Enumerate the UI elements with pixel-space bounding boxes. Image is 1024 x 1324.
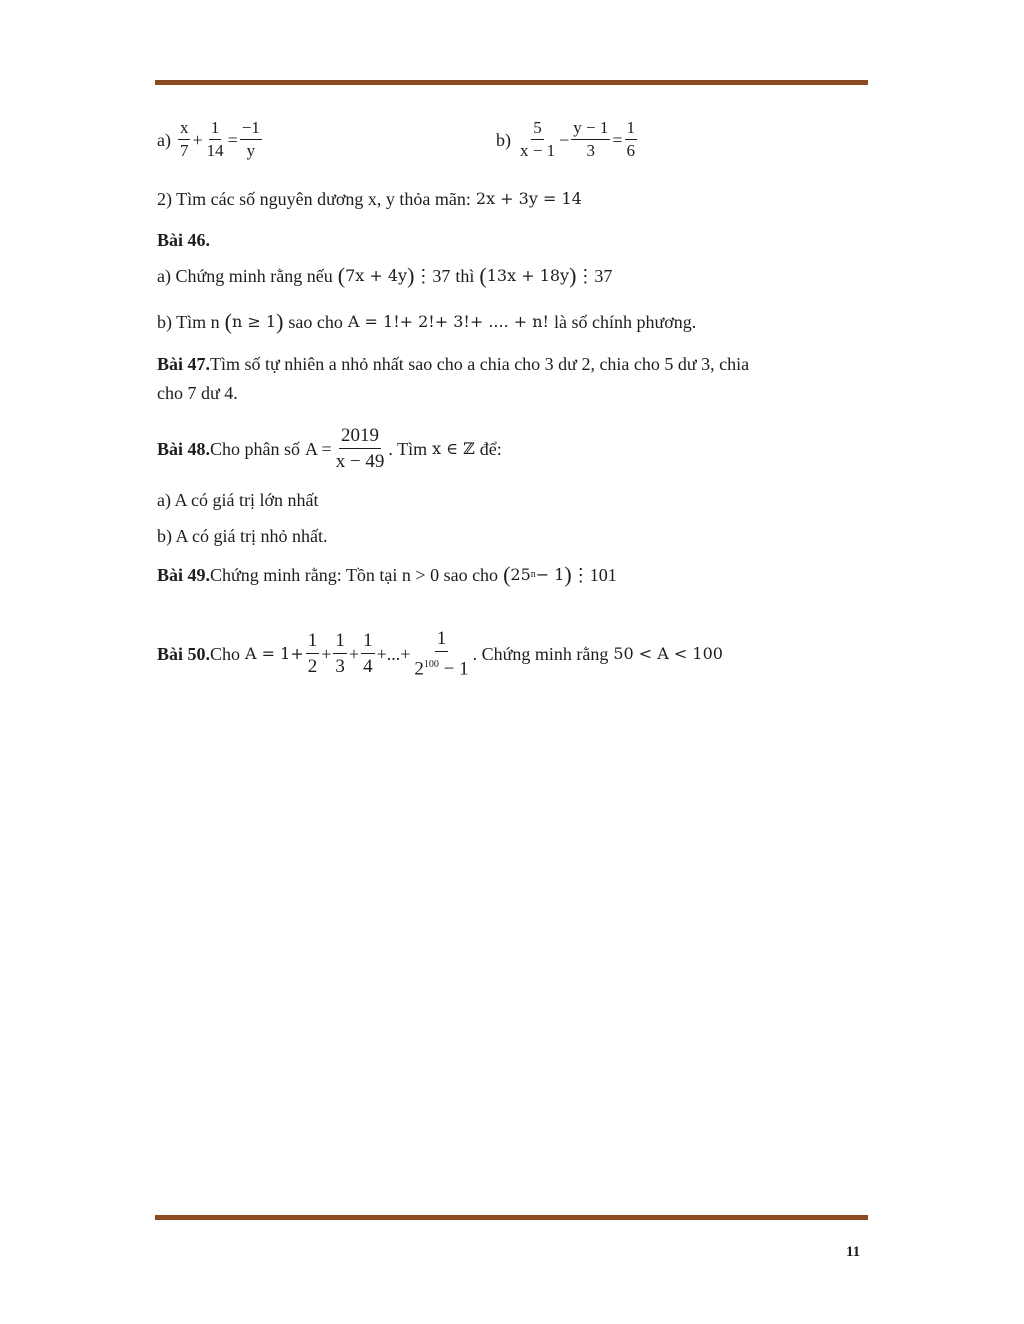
fraction: $\frac{1}{6}$ xyxy=(626,118,635,160)
bai46-b: b) Tìm n ( n ≥ 1 ) sao cho A = 1!+ 2!+ 3!+ .... + n! là số chính phương. xyxy=(157,309,697,334)
fraction: $\frac{5}{x - 1}$ xyxy=(520,118,556,160)
question-2: 2) Tìm các số nguyên dương x, y thỏa mãn: 2x + 3y = 14 xyxy=(157,189,582,209)
bai46-a: a) Chứng minh rằng nếu ( 7x + 4y ) ⋮37 thì ( 13x + 18y ) ⋮37 xyxy=(157,263,613,288)
fraction: $\frac{y - 1}{3}$ xyxy=(573,118,609,160)
fraction: $\frac{x}{7}$ xyxy=(179,118,189,160)
fraction: $\frac{1}{14}$ xyxy=(206,118,224,160)
bottom-rule xyxy=(155,1215,868,1220)
fraction: $\frac{1}{2^{100} - 1}$ xyxy=(414,628,469,680)
bai48-a: a) A có giá trị lớn nhất xyxy=(157,490,319,510)
bai48-line: Bài 48. Cho phân số A = $\frac{2019}{x - 49}$ . Tìm x ∈ ℤ để: xyxy=(157,425,502,472)
equation-a: a) $\frac{x}{7}$ + $\frac{1}{14}$ = $\frac{-1}{y}$ xyxy=(157,118,260,160)
top-rule xyxy=(155,80,868,85)
fraction: $\frac{1}{4}$ xyxy=(363,630,373,678)
bai47-line1: Bài 47. Tìm số tự nhiên a nhỏ nhất sao cho a chia cho 3 dư 2, chia cho 5 dư 3, chia xyxy=(157,354,750,374)
fraction: $\frac{2019}{x - 49}$ xyxy=(335,425,385,472)
equation-b: b) $\frac{5}{x - 1}$ − $\frac{y - 1}{3}$ = $\frac{1}{6}$ xyxy=(496,118,635,160)
bai46-title: Bài 46. xyxy=(157,230,211,250)
bai50-line: Bài 50. Cho A = 1+ $\frac{1}{2}$ + $\frac{1}{3}$ + $\frac{1}{4}$ +...+ $\frac{1}{2^{100} - 1}$ . Chứng minh rằng 50 < A < 100 xyxy=(157,628,723,680)
bai48-b: b) A có giá trị nhỏ nhất. xyxy=(157,526,328,546)
bai49-line: Bài 49. Chứng minh rằng: Tồn tại n > 0 sao cho ( 25 n − 1 ) ⋮101 xyxy=(157,562,617,587)
page-number: 11 xyxy=(846,1244,861,1260)
fraction: $\frac{1}{3}$ xyxy=(335,630,345,678)
fraction: $\frac{-1}{y}$ xyxy=(241,118,260,160)
fraction: $\frac{1}{2}$ xyxy=(307,630,318,678)
bai47-line2: cho 7 dư 4. xyxy=(157,383,238,403)
